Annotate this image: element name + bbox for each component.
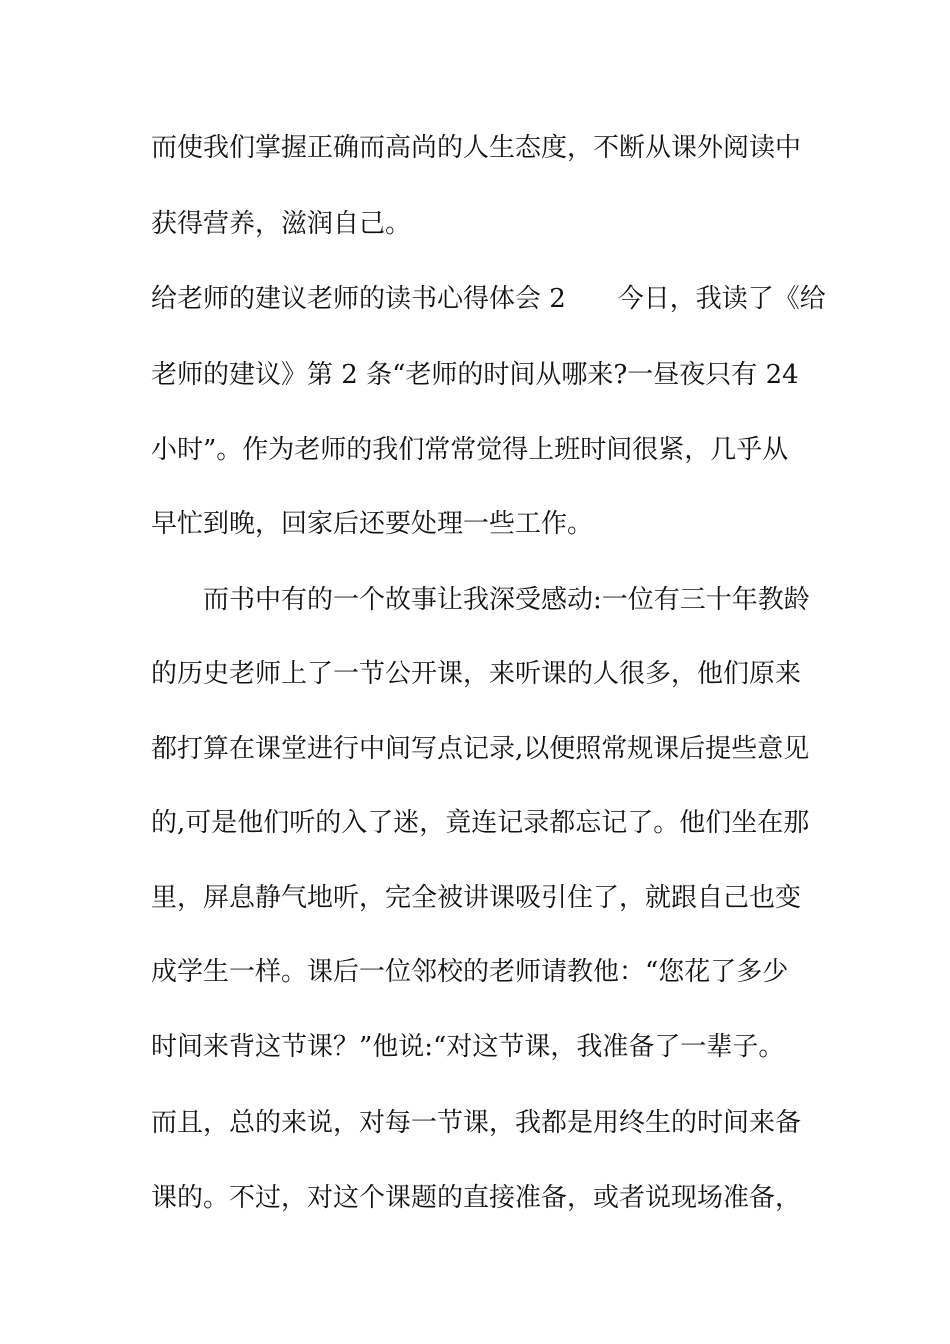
section-heading-line: 给老师的建议老师的读书心得体会 2 今日，我读了《给 bbox=[151, 284, 826, 314]
text-line: 而使我们掌握正确而高尚的人生态度，不断从课外阅读中 bbox=[151, 133, 802, 163]
text-line: 课的。不过，对这个课题的直接准备，或者说现场准备， bbox=[151, 1183, 802, 1213]
text-line: 老师的建议》第 2 条“老师的时间从哪来?一昼夜只有 24 bbox=[151, 360, 799, 390]
text-line: 早忙到晚，回家后还要处理一些工作。 bbox=[151, 509, 594, 539]
text-line: 成学生一样。课后一位邻校的老师请教他：“您花了多少 bbox=[151, 957, 789, 987]
text-line: 都打算在课堂进行中间写点记录,以便照常规课后提些意见 bbox=[151, 734, 810, 764]
text-line: 而且，总的来说，对每一节课，我都是用终生的时间来备 bbox=[151, 1108, 802, 1138]
text-line: 时间来背这节课？”他说:“对这节课，我准备了一辈子。 bbox=[151, 1032, 785, 1062]
paragraph-first-line: 而书中有的一个故事让我深受感动:一位有三十年教龄 bbox=[203, 585, 810, 615]
text-line: 小时”。作为老师的我们常常觉得上班时间很紧，几乎从 bbox=[151, 435, 789, 465]
text-line: 里，屏息静气地听，完全被讲课吸引住了，就跟自己也变 bbox=[151, 883, 802, 913]
text-line: 的,可是他们听的入了迷，竟连记录都忘记了。他们坐在那 bbox=[151, 808, 810, 838]
text-line: 的历史老师上了一节公开课，来听课的人很多，他们原来 bbox=[151, 659, 802, 689]
text-line: 获得营养，滋润自己。 bbox=[151, 209, 412, 239]
